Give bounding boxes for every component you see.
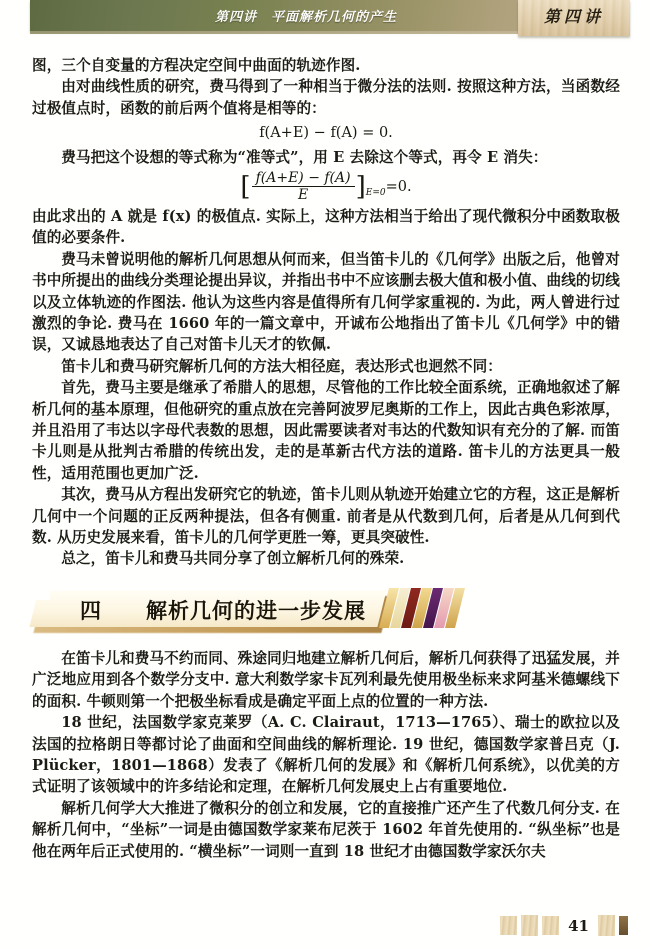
section-paragraph-3: 解析几何学大大推进了微积分的创立和发展，它的直接推广还产生了代数几何分支. 在解析几何中，“坐标”一词是由德国数学家莱布尼茨于 1602 年首先使用的. “纵坐标”也是他在两年后正式使用的. “横坐标”一词则一直到 18 世纪才由德国数学家沃尔夫 [32,799,620,860]
chapter-tab [518,0,630,36]
section-paragraph-2: 18 世纪，法国数学家克莱罗（A. C. Clairaut，1713—1765）、瑞士的欧拉以及法国的拉格朗日等都讨论了曲面和空间曲线的解析理论. 19 世纪，德国数学家普吕克（J. Plücker，1801—1868）发表了《解析几何的发展》和《解析几何系统》，以优美的方式证明了该领域中的许多结论和定理，在解析几何发展史上占有重要地位. [32,714,620,796]
section-heading-text: 四 解析几何的进一步发展 [80,597,366,623]
paragraph-2: 由对曲线性质的研究，费马得到了一种相当于微分法的法则. 按照这种方法，当函数经过极值点时，函数的前后两个值将是相等的： [32,78,620,117]
formula-block-2 [32,171,620,204]
chapter-tab-label: 第四讲 [543,7,604,26]
paragraph-3: 费马把这个设想的等式称为“准等式”，用 E 去除这个等式，再令 E 消失： [61,148,548,166]
paragraph-8: 其次，费马从方程出发研究它的轨迹，笛卡儿则从轨迹开始建立它的方程，这正是解析几何中一个问题的正反两种提法，但各有侧重. 前者是从代数到几何，后者是从几何到代数. 从历史发展来看，笛卡儿的几何学更胜一筹，更具突破性. [32,486,620,547]
footer-ornament-3 [542,916,559,935]
header-title: 第四讲 平面解析几何的产生 [215,10,398,25]
footer-ornament-1 [500,916,517,935]
paragraph-1: 图，三个自变量的方程决定空间中曲面的轨迹作图. [32,57,361,74]
paragraph-5: 费马未曾说明他的解析几何思想从何而来，但当笛卡儿的《几何学》出版之后，他曾对书中所提出的曲线分类理论提出异议，并指出书中不应该删去极大值和极小值、曲线的切线以及立体轨迹的作图法. 他认为这些内容是值得所有几何学家重视的. 为此，两人曾进行过激烈的争论. 费马在 1660 年的一篇文章中，开诚布公地指出了笛卡儿《几何学》中的错误，又诚恳地表达了自己对笛卡儿天才的钦佩. [32,250,620,354]
formula-1: f(A+E) − f(A) = 0. [259,125,393,142]
page-footer [500,915,628,936]
footer-ornament-4 [598,915,615,936]
formula-block-1 [32,122,620,144]
footer-ornament-5 [619,916,628,935]
page-number: 41 [568,916,589,935]
paragraph-9: 总之，笛卡儿和费马共同分享了创立解析几何的殊荣. [61,550,405,568]
paragraph-7: 首先，费马主要是继承了希腊人的思想，尽管他的工作比较全面系统，正确地叙述了解析几何的基本原理，但他研究的重点放在完善阿波罗尼奥斯的工作上，因此古典色彩浓厚，并且沿用了韦达以字母代表数的思想，因此需要读者对韦达的代数知识有充分的了解. 而笛卡儿则是从批判古希腊的传统出发，走的是革新古代方法的道路. 笛卡儿的方法更具一般性，适用范围也更加广泛. [32,379,620,482]
formula-2-tail: =0. [385,178,412,195]
formula-2-fraction [251,171,356,202]
paragraph-4: 由此求出的 A 就是 f(x) 的极值点. 实际上，这种方法相当于给出了现代微积分中函数取极值的必要条件. [32,207,620,247]
section-heading-banner [32,586,620,636]
formula-2-bracket-open: [ [240,171,251,202]
footer-ornament-2 [521,915,538,936]
section-paragraph-1: 在笛卡儿和费马不约而同、殊途同归地建立解析几何后，解析几何获得了迅猛发展，并广泛地应用到各个数学分支中. 意大利数学家卡瓦列利最先使用极坐标来求阿基米德螺线下的面积. 牛顿则第一个把极坐标看成是确定平面上点的位置的一种方法. [32,649,620,710]
banner-notch [34,590,50,600]
formula-2-subscript: E=0 [365,187,386,198]
formula-2 [240,170,412,204]
formula-2-numerator: f(A+E) − f(A) [252,171,355,187]
page-header [0,0,650,38]
paragraph-6: 笛卡儿和费马研究解析几何的方法大相径庭，表达形式也迥然不同： [61,357,503,375]
formula-2-bracket-close: ] [355,171,366,202]
page-content [32,55,620,862]
formula-2-denominator: E [297,187,309,204]
